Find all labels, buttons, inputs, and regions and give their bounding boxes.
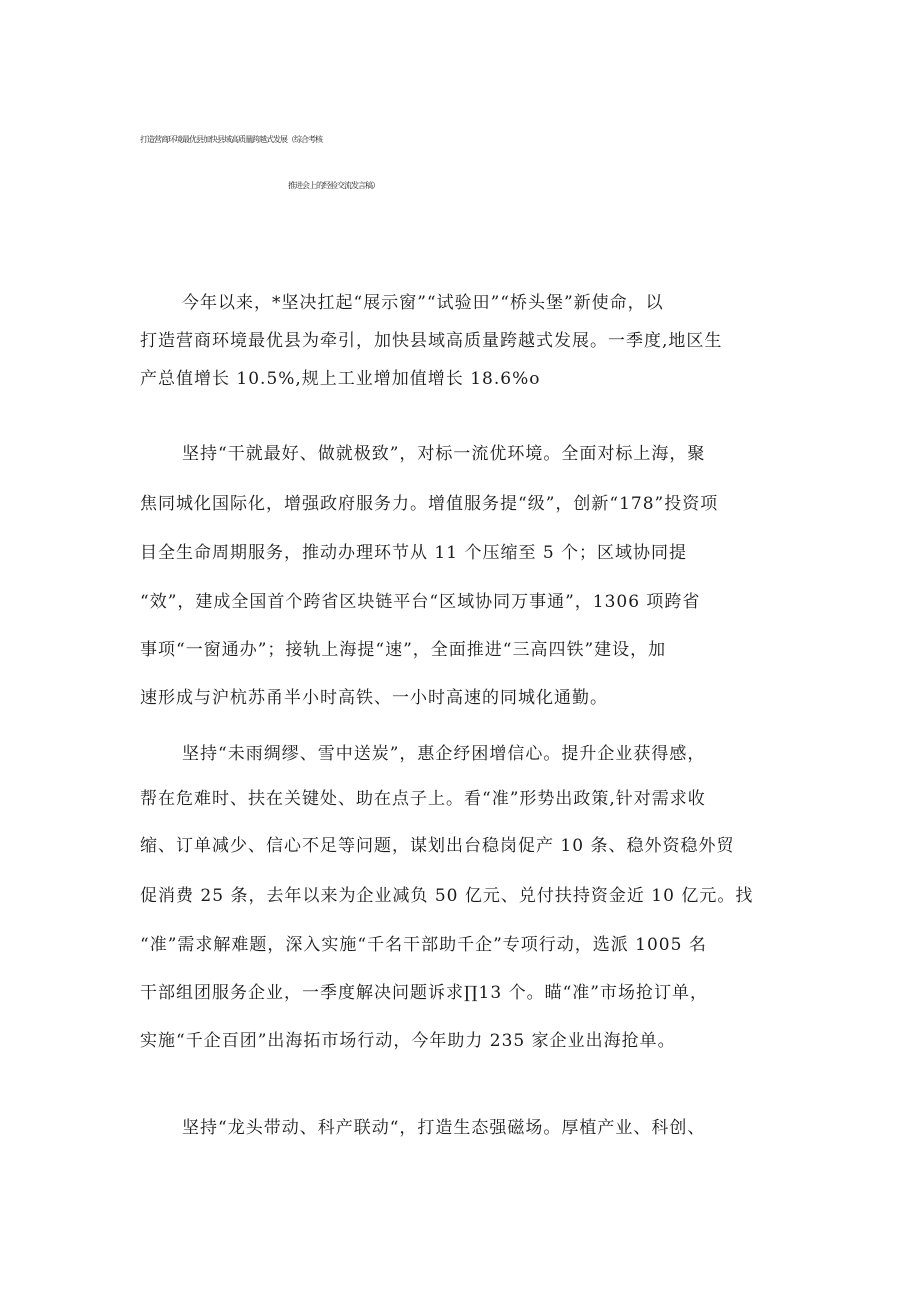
paragraph-line: 坚持“干就最好、做就极致”，对标一流优环境。全面对标上海，聚: [182, 444, 706, 464]
document-title-line-1: 打造营商环境最优县加快县域高质量跨越式发展（综合考核: [140, 135, 322, 144]
paragraph-line: 坚持“未雨绸缪、雪中送炭”，惠企纾困增信心。提升企业获得感，: [182, 744, 706, 764]
paragraph-line: 打造营商环境最优县为牵引，加快县域高质量跨越式发展。一季度,地区生: [140, 331, 723, 351]
paragraph-line: 坚持“龙头带动、科产联动“，打造生态强磁场。厚植产业、科创、: [182, 1118, 706, 1138]
paragraph-line: 促消费 25 条，去年以来为企业减负 50 亿元、兑付扶持资金近 10 亿元。找: [140, 886, 754, 906]
paragraph-line: 产总值增长 10.5%,规上工业增加值增长 18.6%o: [140, 369, 541, 389]
paragraph-line: 实施“千企百团”出海拓市场行动，今年助力 235 家企业出海抢单。: [140, 1031, 676, 1051]
document-title-line-2: 推进会上的经验交流发言稿）: [288, 181, 379, 190]
paragraph-line: 事项“一窗通办”；接轨上海提“速”，全面推进“三高四铁”建设，加: [140, 640, 667, 660]
paragraph-line: 缩、订单减少、信心不足等问题，谋划出台稳岗促产 10 条、稳外资稳外贸: [140, 836, 735, 856]
paragraph-line: 焦同城化国际化，增强政府服务力。增值服务提“级”，创新“178”投资项: [140, 494, 719, 514]
paragraph-line: 今年以来，*坚决扛起“展示窗”“试验田”“桥头堡”新使命，以: [182, 293, 664, 313]
paragraph-line: 速形成与沪杭苏甬半小时高铁、一小时高速的同城化通勤。: [140, 688, 608, 708]
paragraph-line: 帮在危难时、扶在关键处、助在点子上。看“准”形势出政策,针对需求收: [140, 789, 706, 809]
paragraph-line: “效”，建成全国首个跨省区块链平台“区域协同万事通”，1306 项跨省: [140, 592, 701, 612]
paragraph-line: “准”需求解难题，深入实施“千名干部助千企”专项行动，选派 1005 名: [140, 935, 707, 955]
paragraph-line: 目全生命周期服务，推动办理环节从 11 个压缩至 5 个；区域协同提: [140, 543, 688, 563]
paragraph-line: 干部组团服务企业，一季度解决问题诉求∏13 个。瞄“准”市场抢订单，: [140, 983, 708, 1003]
